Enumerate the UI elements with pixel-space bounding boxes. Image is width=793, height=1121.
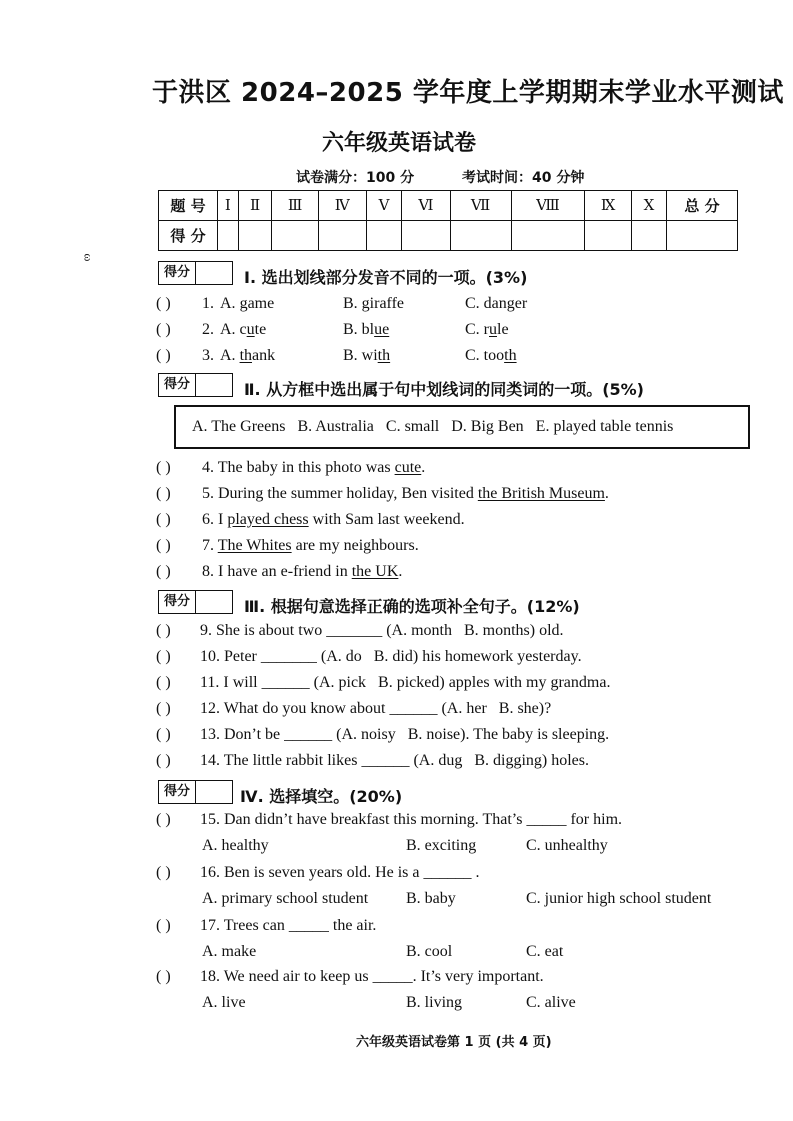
col-header: Ⅵ (402, 191, 450, 221)
option-b: B. blue (343, 321, 390, 338)
score-cell[interactable] (585, 221, 631, 251)
question-text: 16. Ben is seven years old. He is a ______ . (200, 864, 480, 881)
section-4-title: Ⅳ. 选择填空。(20%) (240, 787, 403, 806)
score-box (158, 261, 233, 285)
page-footer: 六年级英语试卷第 1 页 (共 4 页) (356, 1035, 552, 1050)
answer-bracket[interactable]: ( ) (156, 295, 171, 312)
option-a: A. primary school student (202, 890, 369, 907)
col-header: Ⅳ (318, 191, 366, 221)
option-c: C. alive (526, 994, 576, 1011)
option-b: B. exciting (406, 837, 477, 854)
score-cell[interactable] (631, 221, 666, 251)
question-text: 8. I have an e-friend in the UK. (202, 563, 403, 580)
option-box-text: A. The Greens B. Australia C. small D. Big Ben E. played table tennis (192, 418, 674, 435)
score-box-label: 得分 (159, 262, 196, 284)
question-text: 5. During the summer holiday, Ben visited the British Museum. (202, 485, 609, 502)
section-2-title: Ⅱ. 从方框中选出属于句中划线词的同类词的一项。(5%) (244, 380, 644, 399)
col-header: Ⅴ (366, 191, 402, 221)
score-box-label: 得分 (159, 374, 196, 396)
question-text: 18. We need air to keep us _____. It’s very important. (200, 968, 544, 985)
answer-bracket[interactable]: ( ) (156, 485, 171, 502)
option-a: A. thank (220, 347, 276, 364)
score-box-blank[interactable] (196, 781, 232, 803)
question-text: 17. Trees can _____ the air. (200, 917, 377, 934)
exam-subtitle: 六年级英语试卷 (322, 131, 477, 156)
answer-bracket[interactable]: ( ) (156, 968, 171, 985)
option-b: B. giraffe (343, 295, 405, 312)
answer-bracket[interactable]: ( ) (156, 811, 171, 828)
side-mark: ω (81, 253, 96, 262)
answer-bracket[interactable]: ( ) (156, 726, 171, 743)
row-label-score: 得 分 (159, 221, 218, 251)
col-header: Ⅷ (511, 191, 585, 221)
option-c: C. danger (465, 295, 528, 312)
option-a: A. cute (220, 321, 267, 338)
score-box-label: 得分 (159, 781, 196, 803)
exam-title: 于洪区 2024–2025 学年度上学期期末学业水平测试 (152, 78, 784, 108)
option-c: C. rule (465, 321, 509, 338)
col-header: Ⅲ (272, 191, 318, 221)
col-header: Ⅹ (631, 191, 666, 221)
total-score-cell[interactable] (667, 221, 738, 251)
answer-bracket[interactable]: ( ) (156, 511, 171, 528)
section-3-title: Ⅲ. 根据句意选择正确的选项补全句子。(12%) (244, 597, 580, 616)
option-c: C. junior high school student (526, 890, 712, 907)
question-text: 7. The Whites are my neighbours. (202, 537, 419, 554)
score-cell[interactable] (366, 221, 402, 251)
col-header: Ⅰ (218, 191, 239, 221)
score-box-blank[interactable] (196, 262, 232, 284)
score-box-blank[interactable] (196, 374, 232, 396)
answer-bracket[interactable]: ( ) (156, 537, 171, 554)
col-header: Ⅶ (450, 191, 511, 221)
question-number: 3. (202, 347, 214, 364)
score-cell[interactable] (450, 221, 511, 251)
option-box (174, 405, 750, 449)
answer-bracket[interactable]: ( ) (156, 459, 171, 476)
score-table (158, 190, 738, 251)
score-cell[interactable] (511, 221, 585, 251)
option-b: B. living (406, 994, 463, 1011)
row-label-number: 题 号 (159, 191, 218, 221)
answer-bracket[interactable]: ( ) (156, 321, 171, 338)
answer-bracket[interactable]: ( ) (156, 864, 171, 881)
answer-bracket[interactable]: ( ) (156, 648, 171, 665)
answer-bracket[interactable]: ( ) (156, 347, 171, 364)
score-box (158, 780, 233, 804)
score-cell[interactable] (218, 221, 239, 251)
option-a: A. make (202, 943, 257, 960)
score-cell[interactable] (272, 221, 318, 251)
question-text: 6. I played chess with Sam last weekend. (202, 511, 465, 528)
option-c: C. tooth (465, 347, 517, 364)
question-text: 11. I will ______ (A. pick B. picked) apples with my grandma. (200, 674, 611, 691)
question-text: 13. Don’t be ______ (A. noisy B. noise). The baby is sleeping. (200, 726, 610, 743)
col-header: Ⅱ (238, 191, 272, 221)
option-a: A. game (220, 295, 275, 312)
option-a: A. healthy (202, 837, 269, 854)
exam-time-text: 考试时间：40 分钟 (462, 170, 585, 186)
score-cell[interactable] (402, 221, 450, 251)
answer-bracket[interactable]: ( ) (156, 674, 171, 691)
answer-bracket[interactable]: ( ) (156, 752, 171, 769)
score-cell[interactable] (318, 221, 366, 251)
answer-bracket[interactable]: ( ) (156, 917, 171, 934)
score-box-blank[interactable] (196, 591, 232, 613)
answer-bracket[interactable]: ( ) (156, 563, 171, 580)
answer-bracket[interactable]: ( ) (156, 622, 171, 639)
full-score-text: 试卷满分：100 分 (296, 170, 415, 186)
score-box-label: 得分 (159, 591, 196, 613)
option-a: A. live (202, 994, 246, 1011)
question-text: 4. The baby in this photo was cute. (202, 459, 426, 476)
question-text: 9. She is about two _______ (A. month B. months) old. (200, 622, 564, 639)
option-b: B. with (343, 347, 391, 364)
score-cell[interactable] (238, 221, 272, 251)
question-text: 14. The little rabbit likes ______ (A. dug B. digging) holes. (200, 752, 589, 769)
question-text: 10. Peter _______ (A. do B. did) his homework yesterday. (200, 648, 582, 665)
question-number: 1. (202, 295, 214, 312)
option-b: B. baby (406, 890, 456, 907)
option-c: C. eat (526, 943, 564, 960)
question-text: 12. What do you know about ______ (A. her B. she)? (200, 700, 552, 717)
option-c: C. unhealthy (526, 837, 608, 854)
score-box (158, 373, 233, 397)
question-text: 15. Dan didn’t have breakfast this morning. That’s _____ for him. (200, 811, 623, 828)
score-box (158, 590, 233, 614)
answer-bracket[interactable]: ( ) (156, 700, 171, 717)
question-number: 2. (202, 321, 214, 338)
section-1-title: Ⅰ. 选出划线部分发音不同的一项。(3%) (244, 268, 528, 287)
option-b: B. cool (406, 943, 453, 960)
col-header: Ⅸ (585, 191, 631, 221)
total-header: 总 分 (667, 191, 738, 221)
